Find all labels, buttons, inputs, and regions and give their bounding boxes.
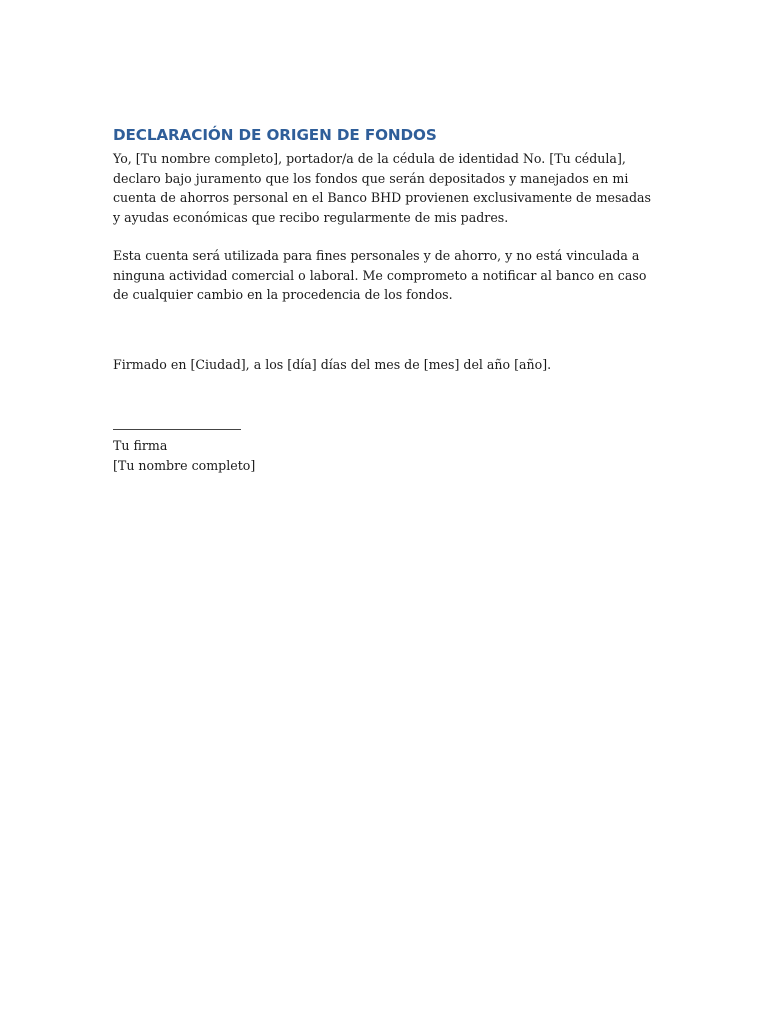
signature-line (113, 429, 241, 430)
document-title: DECLARACIÓN DE ORIGEN DE FONDOS (113, 126, 437, 144)
declaration-paragraph: Yo, [Tu nombre completo], portador/a de la cédula de identidad No. [Tu cédula], declaro bajo juramento que los fondos que serán depositados y manejados en mi cuenta de ahorros personal en el Banco BHD provienen exclusivamente de mesadas y ayudas económicas que recibo regularmente de mis padres. (113, 151, 651, 225)
signature-label: Tu firma (113, 438, 168, 453)
document-body (113, 124, 658, 475)
usage-paragraph: Esta cuenta será utilizada para fines personales y de ahorro, y no está vinculada a ninguna actividad comercial o laboral. Me comprometo a notificar al banco en caso de cualquier cambio en la procedencia de los fondos. (113, 248, 647, 302)
signed-place-date: Firmado en [Ciudad], a los [día] días del mes de [mes] del año [año]. (113, 356, 552, 372)
signature-name: [Tu nombre completo] (113, 457, 256, 473)
